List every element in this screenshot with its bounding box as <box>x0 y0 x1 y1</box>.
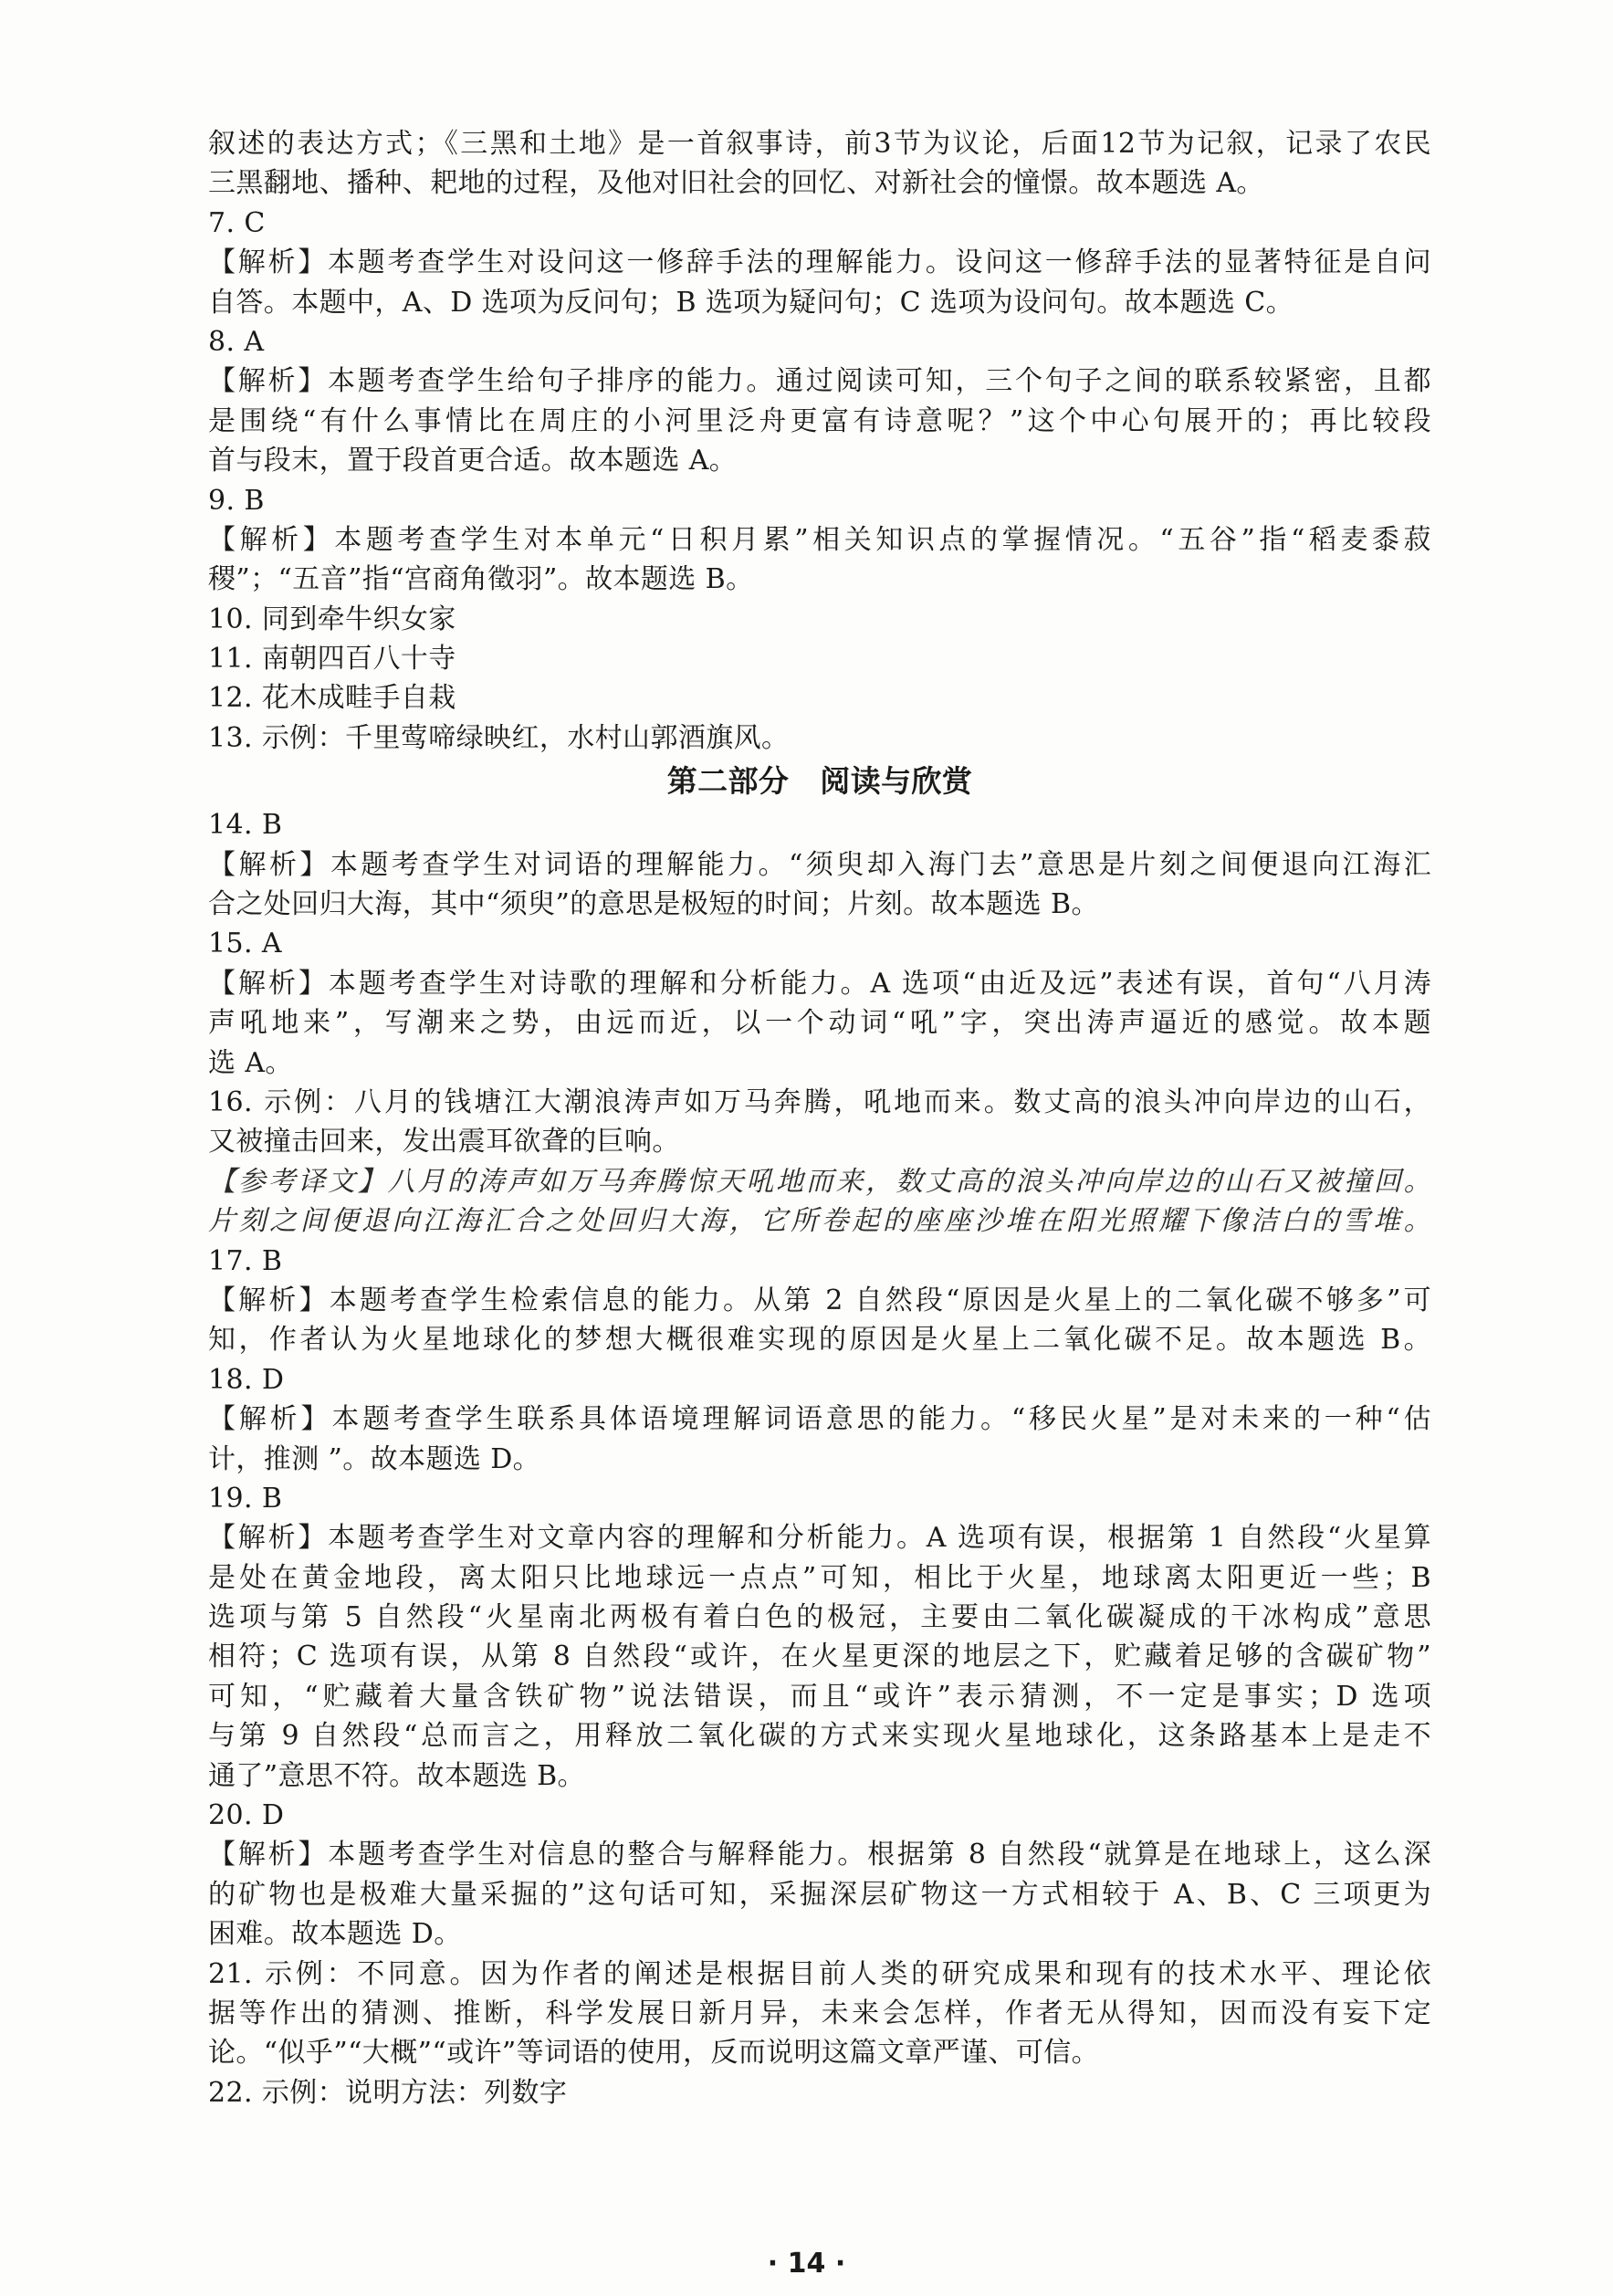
text-line: 19. B <box>208 1482 283 1515</box>
text-line: 自答。本题中，A、D 选项为反问句；B 选项为疑问句；C 选项为设问句。故本题选 C。 <box>208 286 1294 319</box>
text-line: 15. A <box>208 928 282 960</box>
text-line: 【解析】本题考查学生对诗歌的理解和分析能力。A 选项“由近及远”表述有误，首句“八月涛 <box>208 967 1431 1000</box>
text-line: 20. D <box>208 1799 285 1832</box>
text-line: 【参考译文】八月的涛声如万马奔腾惊天吼地而来，数丈高的浪头冲向岸边的山石又被撞回。 <box>208 1165 1431 1198</box>
text-line: 22. 示例：说明方法：列数字 <box>208 2076 568 2109</box>
part-two-answers <box>208 805 1431 2113</box>
text-line: 9. B <box>208 484 265 517</box>
text-line: 叙述的表达方式；《三黑和土地》是一首叙事诗，前3节为议论，后面12节为记叙，记录了农民 <box>208 128 1431 160</box>
text-line: 声吼地来”，写潮来之势，由远而近，以一个动词“吼”字，突出涛声逼近的感觉。故本题 <box>208 1007 1431 1040</box>
text-line: 21. 示例：不同意。因为作者的阐述是根据目前人类的研究成果和现有的技术水平、理论依 <box>208 1957 1431 1990</box>
text-line: 相符；C 选项有误，从第 8 自然段“或许，在火星更深的地层之下，贮藏着足够的含碳矿物” <box>208 1641 1431 1673</box>
text-line: 片刻之间便退向江海汇合之处回归大海，它所卷起的座座沙堆在阳光照耀下像洁白的雪堆。 <box>208 1205 1431 1238</box>
text-line: 合之处回归大海，其中“须臾”的意思是极短的时间；片刻。故本题选 B。 <box>208 888 1099 921</box>
answer-text-body <box>208 124 1431 2113</box>
text-line: 计，推测 ”。故本题选 D。 <box>208 1442 541 1475</box>
text-line: 与第 9 自然段“总而言之，用释放二氧化碳的方式来实现火星地球化，这条路基本上是走不 <box>208 1720 1431 1753</box>
text-line: 18. D <box>208 1363 285 1396</box>
text-line: 【解析】本题考查学生对信息的整合与解释能力。根据第 8 自然段“就算是在地球上，这么深 <box>208 1839 1431 1871</box>
text-line: 11. 南朝四百八十寺 <box>208 643 456 676</box>
text-line: 的矿物也是极难大量采掘的”这句话可知，采掘深层矿物这一方式相较于 A、B、C 三项更为 <box>208 1878 1431 1911</box>
text-line: 【解析】本题考查学生检索信息的能力。从第 2 自然段“原因是火星上的二氧化碳不够多”可 <box>208 1284 1431 1316</box>
text-line: 通了”意思不符。故本题选 B。 <box>208 1759 585 1792</box>
text-line: 【解析】本题考查学生给句子排序的能力。通过阅读可知，三个句子之间的联系较紧密，且都 <box>208 365 1431 398</box>
text-line: 17. B <box>208 1244 283 1277</box>
text-line: 选项与第 5 自然段“火星南北两极有着白色的极冠，主要由二氧化碳凝成的干冰构成”意思 <box>208 1601 1431 1634</box>
text-line: 13. 示例：千里莺啼绿映红，水村山郭酒旗风。 <box>208 721 790 754</box>
text-line: 又被撞击回来，发出震耳欲聋的巨响。 <box>208 1126 680 1158</box>
text-line: 16. 示例：八月的钱塘江大潮浪涛声如万马奔腾，吼地而来。数丈高的浪头冲向岸边的山石， <box>208 1085 1431 1118</box>
text-line: 7. C <box>208 206 266 239</box>
part-one-answers <box>208 124 1431 758</box>
text-line: 可知，“贮藏着大量含铁矿物”说法错误，而且“或许”表示猜测，不一定是事实；D 选项 <box>208 1680 1431 1713</box>
text-line: 【解析】本题考查学生对词语的理解能力。“须臾却入海门去”意思是片刻之间便退向江海汇 <box>208 848 1431 881</box>
text-line: 论。“似乎”“大概”“或许”等词语的使用，反而说明这篇文章严谨、可信。 <box>208 2037 1100 2070</box>
text-line: 知，作者认为火星地球化的梦想大概很难实现的原因是火星上二氧化碳不足。故本题选 B。 <box>208 1324 1431 1357</box>
text-line: 首与段末，置于段首更合适。故本题选 A。 <box>208 445 738 477</box>
text-line: 困难。故本题选 D。 <box>208 1918 462 1951</box>
text-line: 【解析】本题考查学生联系具体语境理解词语意思的能力。“移民火星”是对未来的一种“估 <box>208 1403 1431 1436</box>
section-name-label: 阅读与欣赏 <box>820 763 973 800</box>
text-line: 【解析】本题考查学生对文章内容的理解和分析能力。A 选项有误，根据第 1 自然段“火星算 <box>208 1522 1431 1555</box>
section-title <box>208 759 1431 804</box>
text-line: 14. B <box>208 809 283 842</box>
text-line: 稷”；“五音”指“宫商角徵羽”。故本题选 B。 <box>208 563 754 596</box>
text-line: 12. 花木成畦手自栽 <box>208 682 456 715</box>
text-line: 三黑翻地、播种、耙地的过程，及他对旧社会的回忆、对新社会的憧憬。故本题选 A。 <box>208 167 1264 200</box>
text-line: 10. 同到牵牛织女家 <box>208 603 456 635</box>
text-line: 是处在黄金地段，离太阳只比地球远一点点”可知，相比于火星，地球离太阳更近一些；B <box>208 1561 1431 1594</box>
text-line: 选 A。 <box>208 1046 293 1079</box>
text-line: 8. A <box>208 325 265 358</box>
text-line: 据等作出的猜测、推断，科学发展日新月异，未来会怎样，作者无从得知，因而没有妄下定 <box>208 1997 1431 2029</box>
text-line: 【解析】本题考查学生对设问这一修辞手法的理解能力。设问这一修辞手法的显著特征是自问 <box>208 246 1431 279</box>
text-line: 是围绕“有什么事情比在周庄的小河里泛舟更富有诗意呢？”这个中心句展开的；再比较段 <box>208 404 1431 437</box>
page-number: · 14 · <box>767 2248 846 2280</box>
text-line: 【解析】本题考查学生对本单元“日积月累”相关知识点的掌握情况。“五谷”指“稻麦黍菽 <box>208 523 1431 556</box>
section-part-label: 第二部分 <box>666 763 790 800</box>
